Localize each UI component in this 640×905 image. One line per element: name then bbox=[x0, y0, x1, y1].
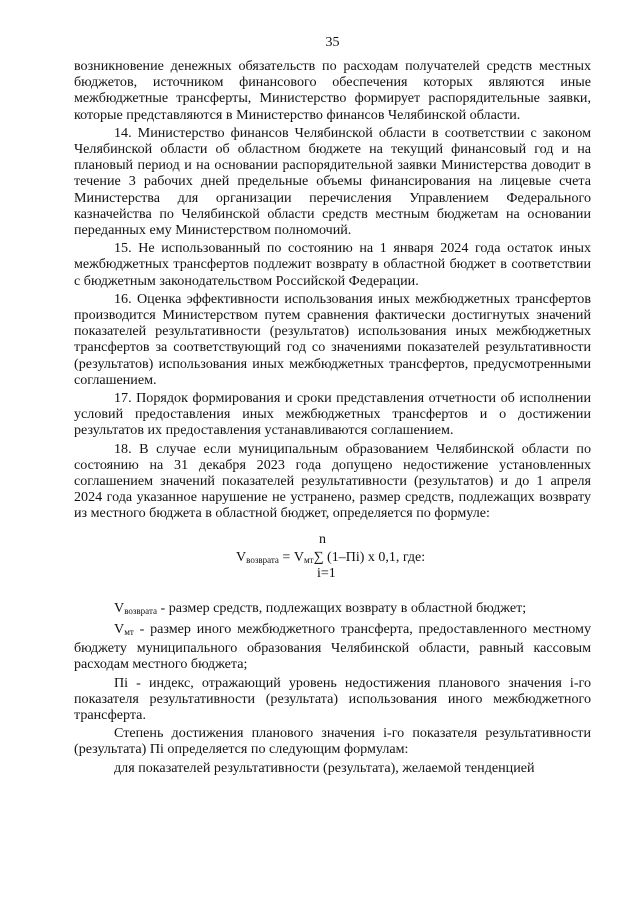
paragraph-achievement-degree: Степень достижения планового значения i-го показателя результативности (результата) Пi определяется по следующим формулам: bbox=[74, 725, 591, 758]
formula-vmt-subscript: мт bbox=[303, 554, 314, 565]
paragraph-18: 18. В случае если муниципальным образованием Челябинской области по состоянию на 31 декабря 2023 года допущено недостижение установленных соглашением значений показателей результативности (результатов) и до 1 апреля 2024 года указанное нарушение не устранено, размер средств, подлежащих возврату из местного бюджета в областной бюджет, определяется по формуле: bbox=[74, 440, 591, 522]
formula-equals-v: = V bbox=[278, 549, 304, 565]
paragraph-14: 14. Министерство финансов Челябинской области в соответствии с законом Челябинской области об областном бюджете на текущий финансовый год и на плановый период и на основании распорядительной заявки Министерства доводит в течение 3 рабочих дней предельные объемы финансирования на лицевые счета Министерства для организации перечисления Управлением Федерального казначейства по Челябинской области средств местным бюджетам на основании переданных ему Министерством полномочий. bbox=[74, 124, 591, 239]
formula-v-subscript: возврата bbox=[246, 554, 279, 565]
definition-symbol: V bbox=[114, 599, 125, 616]
paragraph-15: 15. Не использованный по состоянию на 1 января 2024 года остаток иных межбюджетных трансфертов подлежит возврату в областной бюджет в соответствии с бюджетным законодательством Российской Федерации. bbox=[74, 240, 591, 289]
paragraph-16: 16. Оценка эффективности использования иных межбюджетных трансфертов производится Министерством путем сравнения фактически достигнутых значений показателей результативности (результатов) использования иных межбюджетных трансфертов за соответствующий год со значениями показателей результативности (результатов) использования иных межбюджетных трансфертов, предусмотренными соглашением. bbox=[74, 290, 591, 388]
paragraph-formulas-intro: для показателей результативности (результата), желаемой тенденцией bbox=[114, 759, 535, 776]
paragraph-17: 17. Порядок формирования и сроки представления отчетности об исполнении условий предоставления иных межбюджетных трансфертов и о достижении результатов их предоставления устанавливаются соглашением. bbox=[74, 390, 591, 439]
definition-pi: Пi - индекс, отражающий уровень недостижения планового значения i-го показателя результативности (результата) использования иного межбюджетного трансферта. bbox=[74, 674, 591, 723]
definition-text: - размер средств, подлежащих возврату в областной бюджет; bbox=[156, 599, 527, 616]
paragraph-continuation: возникновение денежных обязательств по расходам получателей средств местных бюджетов, источником финансового обеспечения которых являются иные межбюджетные трансферты, Министерство формирует распорядительные заявки, которые представляются в Министерство финансов Челябинской области. bbox=[74, 58, 591, 123]
formula-sum-expression: ∑ (1–Пi) x 0,1, где: bbox=[313, 549, 426, 565]
definition-v-mt bbox=[74, 621, 591, 673]
page-number: 35 bbox=[325, 35, 340, 50]
definition-text: - размер иного межбюджетного трансферта, предоставленного местному бюджету муниципального образования Челябинской области, равный кассовым расходам местного бюджета; bbox=[74, 620, 591, 673]
document-body bbox=[74, 58, 591, 776]
definition-subscript: возврата bbox=[124, 605, 157, 616]
formula-v: V bbox=[236, 549, 247, 565]
definition-v-return bbox=[74, 600, 591, 619]
definition-subscript: мт bbox=[124, 626, 134, 637]
definition-symbol: V bbox=[114, 620, 125, 637]
sum-upper-limit: n bbox=[319, 531, 326, 547]
sum-lower-limit: i=1 bbox=[317, 565, 336, 581]
return-formula bbox=[74, 532, 591, 586]
